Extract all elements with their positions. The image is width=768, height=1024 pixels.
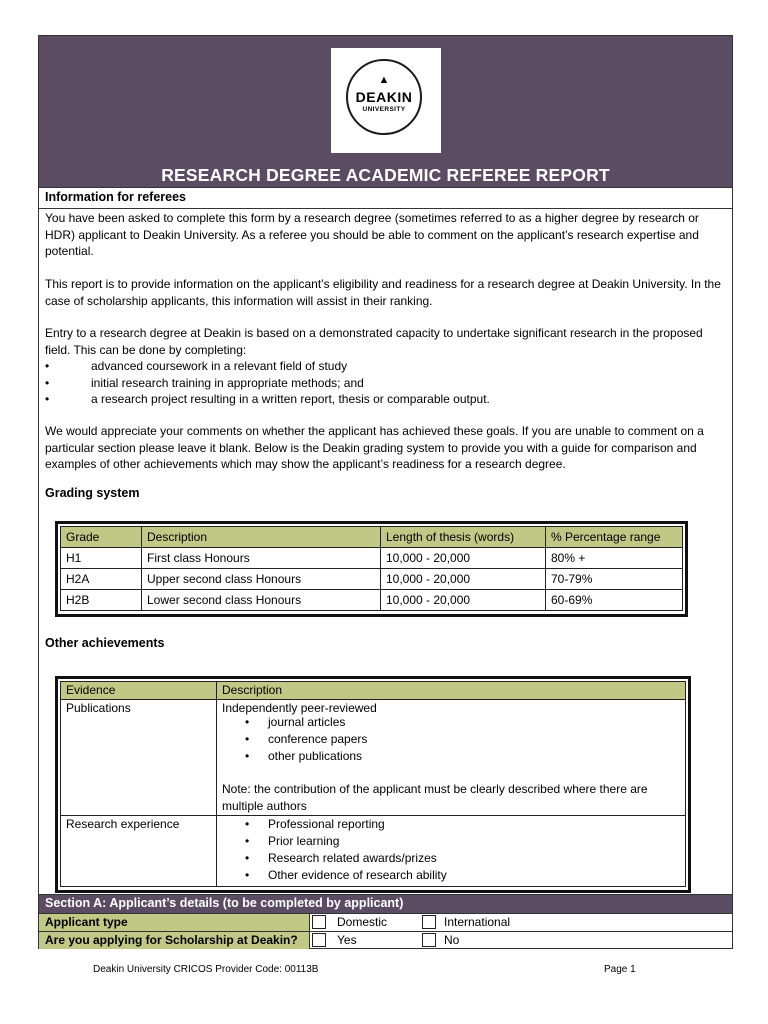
evidence-publications: Publications [61, 700, 217, 816]
no-checkbox[interactable] [422, 933, 436, 947]
table-header-row [61, 527, 683, 548]
evidence-research-experience: Research experience [61, 816, 217, 886]
table-cell: H1 [61, 548, 142, 569]
bullet-icon: • [245, 817, 250, 832]
table-row [61, 590, 683, 611]
table-cell: 70-79% [546, 569, 683, 590]
list-item-text: journal articles [268, 715, 346, 729]
list-item-text: advanced coursework in a relevant field of study [91, 359, 348, 373]
list-item-text: Research related awards/prizes [268, 850, 437, 865]
no-option-label: No [444, 933, 460, 947]
research-experience-description [217, 816, 686, 886]
bullet-icon: • [245, 731, 250, 746]
footer-cricos: Deakin University CRICOS Provider Code: 00113B [93, 964, 319, 975]
page-title: RESEARCH DEGREE ACADEMIC REFEREE REPORT [161, 165, 610, 185]
header-cell: Length of thesis (words) [381, 527, 546, 548]
international-checkbox[interactable] [422, 915, 436, 929]
list-item-text: other publications [268, 748, 363, 763]
list-item-text: a research project resulting in a written report, thesis or comparable output. [91, 392, 490, 406]
logo-mark-icon: ▲ [378, 74, 390, 86]
scholarship-label: Are you applying for Scholarship at Deakin? [39, 932, 310, 949]
list-item [222, 715, 680, 732]
list-item [222, 732, 680, 749]
list-item-text: Other evidence of research ability [268, 867, 447, 882]
table-row [61, 548, 683, 569]
scholarship-row [39, 931, 732, 949]
achievements-table-frame [55, 676, 691, 893]
spacer [222, 765, 680, 781]
table-cell: 10,000 - 20,000 [381, 548, 546, 569]
list-item [45, 375, 727, 392]
domestic-option-label: Domestic [337, 915, 388, 929]
paragraph-1: You have been asked to complete this form by a research degree (sometimes referred to as a higher degree by research or HDR) applicant to Deakin University. As a referee you should be able to comment on the applicant’s research expertise and potential. [45, 211, 699, 258]
bullet-icon: • [245, 867, 250, 882]
list-item [45, 391, 727, 408]
list-item [222, 749, 680, 766]
table-header-row [61, 682, 686, 700]
bullet-icon: • [45, 359, 50, 373]
grading-table [60, 526, 683, 611]
header-banner [39, 36, 732, 187]
bullet-icon: • [245, 748, 250, 763]
table-row [61, 700, 686, 816]
list-item-text: Professional reporting [268, 817, 385, 832]
table-row [61, 816, 686, 886]
table-cell: 10,000 - 20,000 [381, 569, 546, 590]
international-option-label: International [444, 915, 511, 929]
applicant-type-label: Applicant type [39, 914, 310, 931]
paragraph-4: We would appreciate your comments on whether the applicant has achieved these goals. If you are unable to comment on a particular section please leave it blank. Below is the Deakin grading system to provide you with a guide for comparison and examples of other achievements which may show the applicant’s readiness for a research degree. [45, 424, 704, 471]
info-heading: Information for referees [39, 187, 732, 209]
applicant-type-row [39, 913, 732, 931]
table-cell: Upper second class Honours [142, 569, 381, 590]
footer-page-number: Page 1 [604, 964, 636, 975]
paragraph-2: This report is to provide information on the applicant’s eligibility and readiness for a research degree at Deakin University. In the case of scholarship applicants, this information will assist in their ranking. [45, 277, 721, 308]
list-item-text: initial research training in appropriate methods; and [91, 375, 364, 390]
header-cell: Description [217, 682, 686, 700]
logo-circle [346, 59, 422, 135]
publications-intro: Independently peer-reviewed [222, 701, 377, 715]
list-item-text: Prior learning [268, 834, 340, 849]
list-item [222, 834, 680, 851]
table-cell: H2B [61, 590, 142, 611]
list-item [222, 868, 680, 885]
bullet-icon: • [45, 392, 50, 406]
table-row [61, 569, 683, 590]
grading-heading: Grading system [45, 486, 140, 500]
bullet-icon: • [45, 375, 50, 390]
table-cell: Lower second class Honours [142, 590, 381, 611]
table-cell: 10,000 - 20,000 [381, 590, 546, 611]
logo-name: DEAKIN [355, 89, 413, 105]
bullet-icon: • [245, 834, 250, 849]
section-a-heading: Section A: Applicant’s details (to be completed by applicant) [39, 894, 732, 913]
bullet-icon: • [245, 715, 250, 729]
bullet-icon: • [245, 850, 250, 865]
list-item [222, 851, 680, 868]
logo-subtitle: UNIVERSITY [362, 106, 406, 113]
achievements-table [60, 681, 686, 887]
header-cell: % Percentage range [546, 527, 683, 548]
paragraph-3 [45, 325, 727, 408]
header-cell: Grade [61, 527, 142, 548]
grading-table-frame [55, 521, 688, 617]
form-frame [38, 35, 733, 949]
table-cell: 80% + [546, 548, 683, 569]
list-item [45, 358, 727, 375]
publications-description [217, 700, 686, 816]
header-cell: Description [142, 527, 381, 548]
table-cell: 60-69% [546, 590, 683, 611]
table-cell: H2A [61, 569, 142, 590]
paragraph-3-text: Entry to a research degree at Deakin is based on a demonstrated capacity to undertake significant research in the proposed field. This can be done by completing: [45, 326, 703, 357]
publications-note: Note: the contribution of the applicant must be clearly described where there are multiple authors [222, 782, 648, 813]
table-cell: First class Honours [142, 548, 381, 569]
domestic-checkbox[interactable] [312, 915, 326, 929]
yes-checkbox[interactable] [312, 933, 326, 947]
deakin-logo [331, 48, 441, 153]
header-cell: Evidence [61, 682, 217, 700]
other-achievements-heading: Other achievements [45, 636, 165, 650]
list-item-text: conference papers [268, 731, 368, 746]
list-item [222, 817, 680, 834]
yes-option-label: Yes [337, 933, 357, 947]
